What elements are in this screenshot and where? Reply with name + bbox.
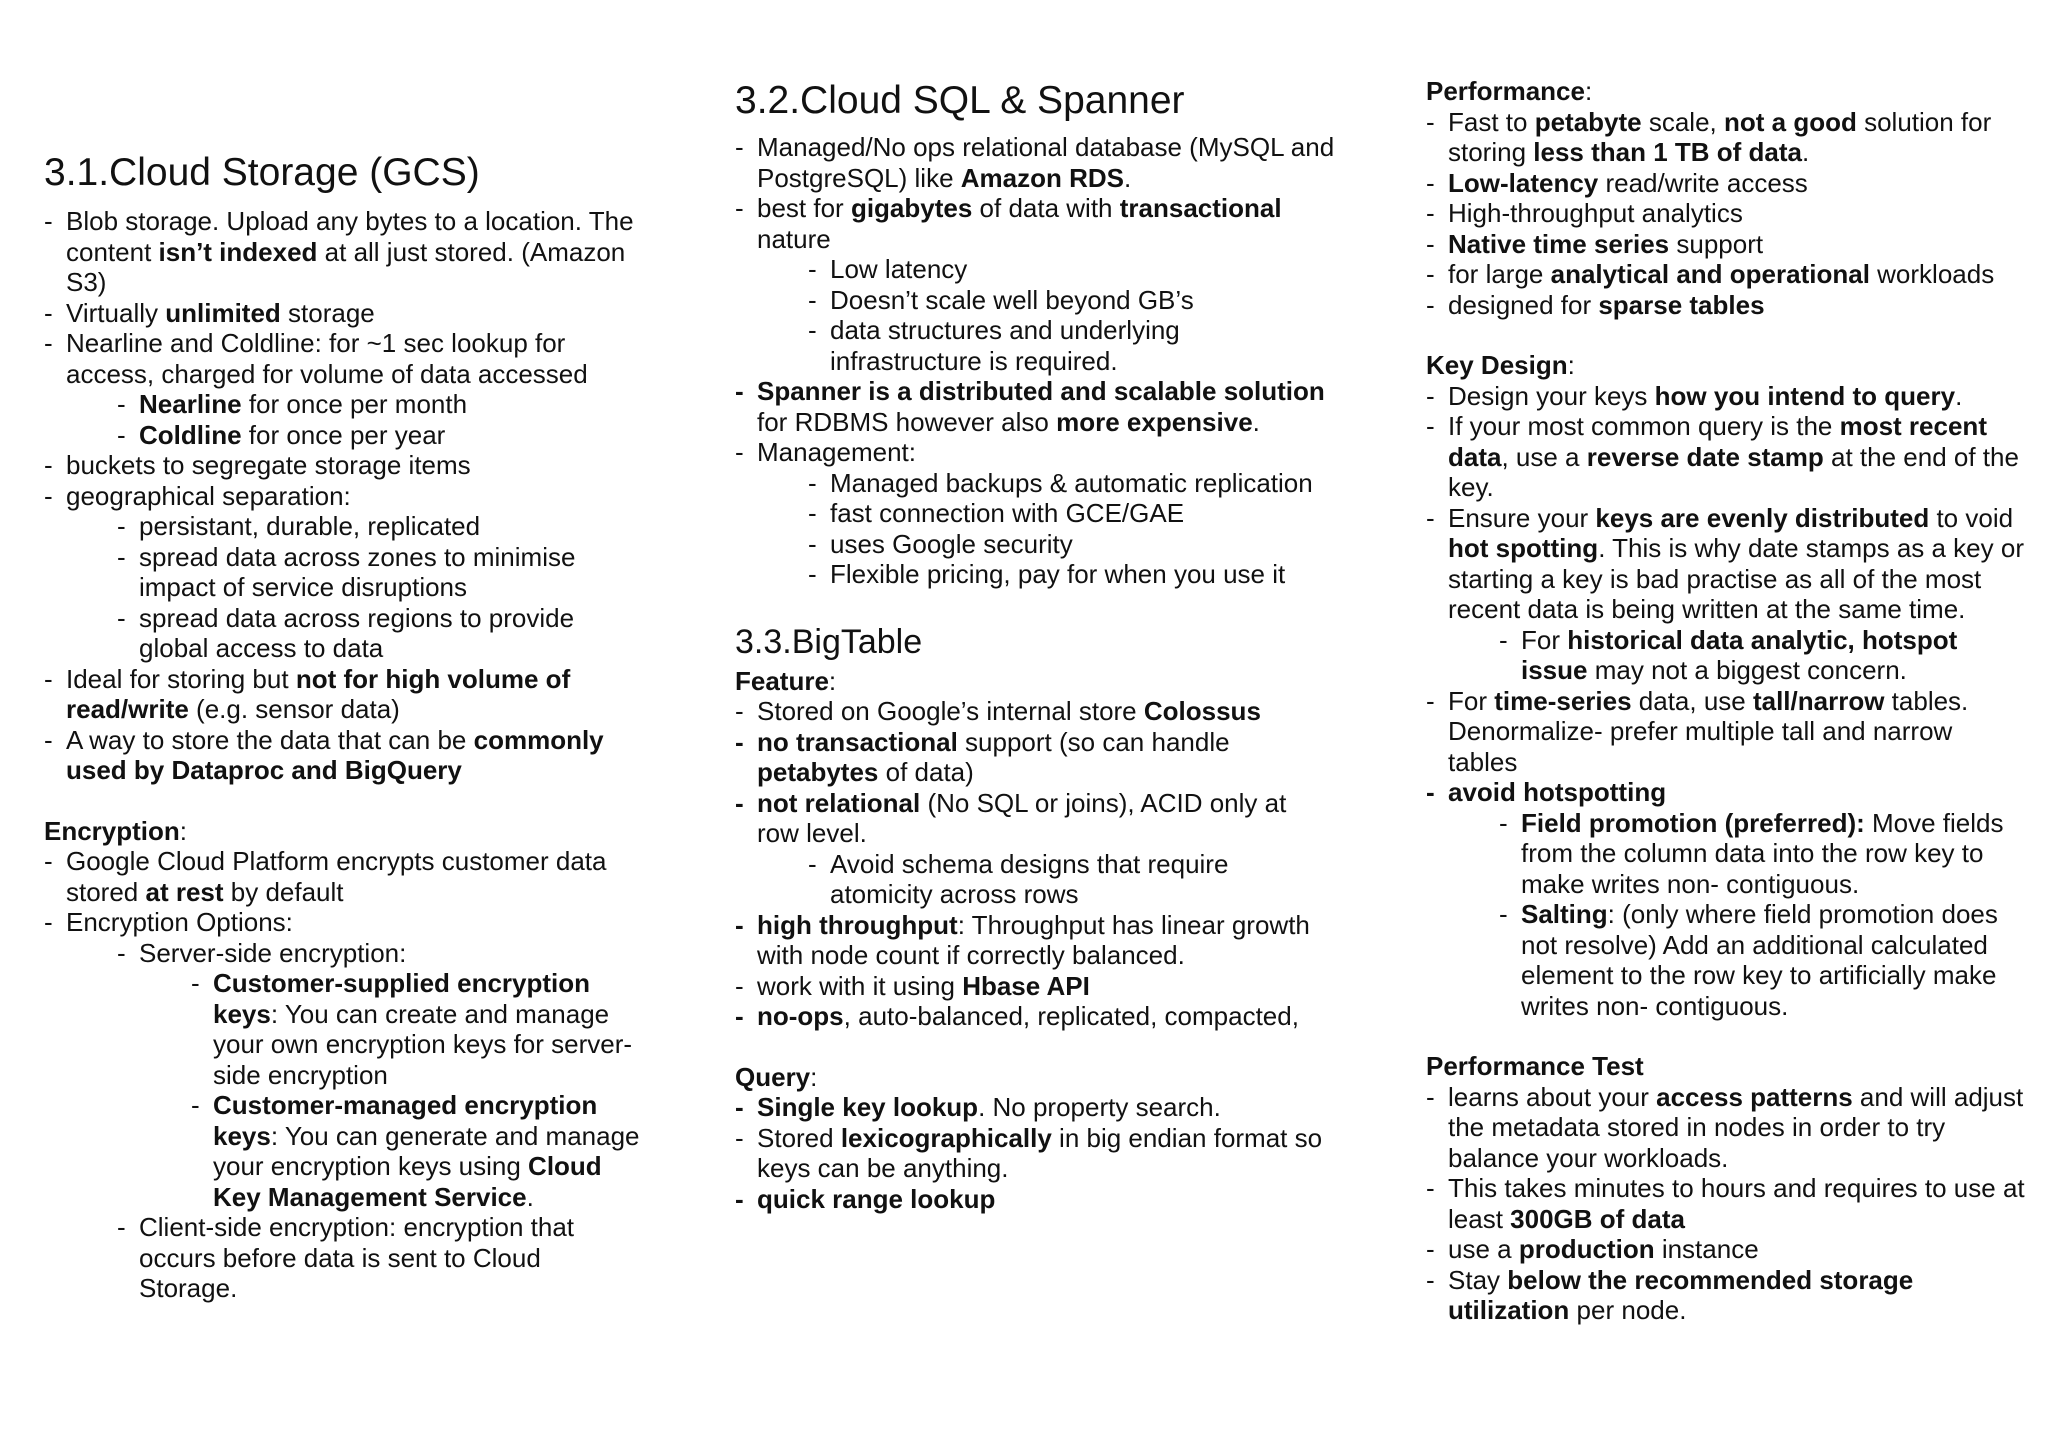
bullet-item-level-2 [44,511,644,542]
text-run: tables. Denormalize- prefer multiple tall and narrow tables [1448,685,1969,777]
bold-text: petabyte [1534,106,1642,137]
bold-text: Encryption [44,815,180,846]
section-heading: 3.3.BigTable [735,622,923,661]
bold-text: reverse date stamp [1586,441,1824,472]
bullet-item-level-2 [44,938,644,969]
bold-text: hot spotting [1448,533,1599,563]
bold-text: Single key lookup [757,1092,979,1122]
text-run: , use a [1501,441,1587,472]
bullet-item-level-2 [735,498,1335,529]
bold-text: at rest [145,876,224,907]
bullet-item-level-2 [44,420,644,451]
text-run: fast connection with GCE/GAE [830,498,1185,528]
bold-text: Salting [1521,899,1608,929]
bullet-item-level-1 [1426,198,2026,229]
text-run: For [1521,624,1568,655]
text-run: spread data across zones to minimise impact of service disruptions [139,541,576,602]
bullet-item-level-2 [1426,808,2026,900]
bullet-item-level-2 [44,389,644,420]
bullet-item-level-1 [735,788,1335,849]
bullet-item-level-1 [1426,259,2026,290]
text-run: . [1252,406,1260,437]
bold-text: most recent data [1448,411,1987,472]
bold-text: Customer-supplied encryption keys [213,968,591,1029]
text-run: : [1584,76,1593,106]
bold-text: analytical and operational [1550,259,1870,289]
bold-text: Cloud Key Management Service [213,1151,602,1212]
text-run: : [1567,350,1575,380]
bold-text: historical data analytic, hotspot issue [1521,624,1958,685]
text-run: geographical separation: [66,480,351,511]
bullet-item-level-1 [44,450,644,481]
text-run: Ensure your [1448,502,1596,533]
bullet-item-level-1 [1426,381,2026,412]
bullet-item-level-1 [44,664,644,725]
column-cloud-sql-bigtable [735,76,1335,1214]
bold-text: Customer-managed encryption keys [213,1090,598,1151]
column-cloud-storage [44,148,644,1304]
bullet-item-level-2 [1426,625,2026,686]
text-run: for once per year [241,419,446,450]
text-run: Stored [757,1122,841,1153]
text-run: per node. [1569,1295,1687,1325]
spacer [1426,320,2026,350]
bullet-item-level-1 [1426,1173,2026,1234]
bold-text: gigabytes [850,193,973,223]
spacer [44,786,644,816]
bold-text: no transactional [757,726,958,757]
bullet-item-level-1 [44,328,644,389]
text-run: This takes minutes to hours and requires to use at least [1448,1173,2025,1234]
bold-text: access patterns [1656,1081,1853,1112]
bullet-item-level-1 [44,846,644,907]
bold-text: isn’t indexed [158,236,318,267]
bold-text: Query [735,1061,811,1092]
bold-text: more expensive [1056,406,1253,437]
text-run: : [828,665,837,696]
bold-text: not relational [757,787,921,818]
text-run: A way to store the data that can be [66,724,474,755]
bold-text: no-ops [757,1001,844,1031]
text-run: designed for [1448,289,1599,320]
bullet-item-level-1 [735,727,1335,788]
bullet-item-level-1 [44,298,644,329]
bold-text: production [1518,1234,1655,1264]
bullet-item-level-2 [44,542,644,603]
bullet-item-level-3 [44,1090,644,1212]
bold-text: time-series [1494,685,1632,716]
bold-text: not for high volume of read/write [66,663,571,724]
bold-text: Hbase API [962,970,1090,1001]
text-run: Stay [1448,1264,1508,1295]
bullet-item-level-1 [44,481,644,512]
text-run: Management: [757,437,916,467]
subsection-heading [1426,76,2026,107]
text-run: Server-side encryption: [139,937,407,968]
text-run: Encryption Options: [66,907,293,937]
text-run: work with it using [757,970,963,1001]
bullet-item-level-1 [1426,777,2026,808]
bullet-item-level-3 [44,968,644,1090]
subsection-heading [1426,1051,2026,1082]
bullet-item-level-1 [1426,686,2026,778]
bullet-item-level-1 [735,1184,1335,1215]
bold-text: high throughput [757,909,958,940]
bullet-item-level-2 [735,254,1335,285]
text-run: : [810,1061,818,1092]
subsection-heading [735,666,1335,697]
text-run: to void [1929,502,2014,533]
bullet-item-level-1 [735,696,1335,727]
bullet-item-level-1 [1426,290,2026,321]
bullet-item-level-1 [1426,107,2026,168]
bold-text: sparse tables [1598,289,1765,320]
text-run: Google Cloud Platform encrypts customer data stored [66,846,607,907]
text-run: for once per month [241,389,468,419]
bullet-item-level-1 [735,1092,1335,1123]
bold-text: Performance [1426,76,1585,106]
bold-text: Field promotion (preferred): [1521,807,1865,838]
bold-text: below the recommended storage utilization [1448,1264,1914,1325]
text-run: solution for storing [1448,106,1992,167]
bullet-item-level-1 [735,1001,1335,1032]
text-run: . No property search. [978,1092,1221,1122]
text-run: Design your keys [1448,380,1655,411]
bullet-item-level-1 [1426,503,2026,625]
text-run: storage [280,297,375,328]
text-run: High-throughput analytics [1448,198,1743,228]
bullet-item-level-1 [1426,1082,2026,1174]
text-run: If your most common query is the [1448,411,1840,441]
bold-text: petabytes [757,757,879,787]
text-run: Virtually [66,297,166,328]
bullet-item-level-1 [735,193,1335,254]
column-bigtable-design [1426,76,2026,1326]
bullet-item-level-2 [735,529,1335,560]
spacer [44,198,644,206]
text-run: workloads [1869,259,1995,289]
bold-text: Native time series [1448,228,1670,259]
section-heading: 3.1.Cloud Storage (GCS) [44,151,480,194]
text-run: Nearline and Coldline: for ~1 sec lookup for access, charged for volume of data accessed [66,328,588,389]
text-run: at the end of the key. [1448,441,2019,502]
text-run: Low latency [830,254,968,284]
bullet-item-level-1 [44,725,644,786]
bullet-item-level-2 [44,603,644,664]
bold-text: Feature [735,665,829,696]
text-run: Blob storage. Upload any bytes to a location. The content [66,206,634,267]
text-run: data, use [1631,685,1753,716]
bold-text: how you intend to query [1654,380,1956,411]
section-heading: 3.2.Cloud SQL & Spanner [735,79,1185,122]
bullet-item-level-2 [735,559,1335,590]
bullet-item-level-1 [44,206,644,298]
text-run: spread data across regions to provide global access to data [139,602,575,663]
bold-text: Spanner is a distributed and scalable solution [757,376,1325,406]
bold-text: commonly used by Dataproc and BigQuery [66,724,604,785]
text-run: support (so can handle [957,726,1230,757]
text-run: Fast to [1448,106,1535,137]
text-run: Doesn’t scale well beyond GB’s [830,284,1194,315]
bold-text: tall/narrow [1752,685,1885,716]
text-run: . [1802,137,1810,167]
text-run: for RDBMS however also [757,406,1057,437]
bullet-item-level-2 [735,468,1335,499]
bullet-item-level-2 [1426,899,2026,1021]
spacer [1426,1021,2026,1051]
text-run: scale, [1641,106,1724,137]
bullet-item-level-1 [44,907,644,938]
text-run: : You can create and manage your own encryption keys for server-side encryption [213,998,633,1090]
bullet-item-level-1 [1426,1265,2026,1326]
bold-text: lexicographically [840,1122,1052,1153]
bold-text: transactional [1119,193,1282,223]
bullet-item-level-1 [735,910,1335,971]
bold-text: Nearline [139,389,242,419]
text-run: : (only where field promotion does not resolve) Add an additional calculated element to the row key to artificially make writes non- contiguous. [1521,899,1998,1021]
subsection-heading [44,816,644,847]
text-run: by default [223,876,344,907]
bullet-item-level-1 [735,971,1335,1002]
bullet-item-level-1 [735,376,1335,437]
text-run: : [179,815,188,846]
bullet-item-level-2 [735,315,1335,376]
text-run: for large [1448,259,1551,289]
text-run: (No SQL or joins), ACID only at row level. [757,787,1287,848]
text-run: Flexible pricing, pay for when you use it [830,559,1286,589]
bullet-item-level-1 [735,437,1335,468]
text-run: persistant, durable, replicated [139,511,481,541]
text-run: Avoid schema designs that require atomicity across rows [830,848,1229,909]
bullet-item-level-1 [735,132,1335,193]
subsection-heading [735,1062,1335,1093]
text-run: Ideal for storing but [66,663,296,694]
text-run: . [1124,162,1132,193]
bold-text: keys are evenly distributed [1595,502,1930,533]
text-run: Stored on Google’s internal store [757,696,1144,726]
text-run: . This is why date stamps as a key or starting a key is bad practise as all of the most recent data is being written at the same time. [1448,533,2024,624]
text-run: Client-side encryption: encryption that occurs before data is sent to Cloud Storage. [139,1212,575,1303]
bold-text: Key Design [1426,350,1568,380]
text-run: instance [1654,1234,1759,1264]
spacer [735,1032,1335,1062]
text-run: nature [757,223,831,254]
text-run: : Throughput has linear growth with node count if correctly balanced. [757,909,1310,970]
text-run: buckets to segregate storage items [66,450,471,480]
bullet-item-level-1 [1426,168,2026,199]
text-run: of data) [878,757,974,787]
bold-text: Low-latency [1448,167,1599,198]
text-run: . [1955,380,1963,411]
bold-text: avoid hotspotting [1448,777,1667,807]
text-run: Move fields from the column data into the row key to make writes non- contiguous. [1521,807,2004,899]
bold-text: Colossus [1143,696,1261,726]
text-run: best for [757,193,851,223]
text-run: (e.g. sensor data) [188,694,400,724]
text-run: . [526,1181,534,1212]
text-run: may not a biggest concern. [1587,655,1907,685]
bullet-item-level-2 [44,1212,644,1304]
bullet-item-level-2 [735,285,1335,316]
text-run: Managed/No ops relational database (MySQL and PostgreSQL) like [757,132,1335,193]
bold-text: 300GB of data [1510,1203,1685,1234]
bullet-item-level-1 [735,1123,1335,1184]
text-run: use a [1448,1234,1519,1264]
text-run: support [1669,228,1764,259]
bold-text: unlimited [165,297,281,328]
text-run: For [1448,685,1495,716]
text-run: of data with [972,193,1120,223]
text-run: at all just stored. (Amazon S3) [66,236,626,297]
bullet-item-level-1 [1426,411,2026,503]
text-run: read/write access [1598,167,1808,198]
bold-text: less than 1 TB of data [1533,137,1802,167]
bold-text: Performance Test [1426,1051,1644,1081]
text-run: : You can generate and manage your encryption keys using [213,1120,640,1181]
bold-text: Amazon RDS [960,162,1124,193]
text-run: learns about your [1448,1081,1657,1112]
bullet-item-level-1 [1426,1234,2026,1265]
text-run: data structures and underlying infrastructure is required. [830,315,1180,376]
text-run: uses Google security [830,528,1073,559]
spacer [735,590,1335,620]
text-run: Managed backups & automatic replication [830,467,1313,498]
bold-text: quick range lookup [757,1183,996,1214]
bullet-item-level-1 [1426,229,2026,260]
subsection-heading [1426,350,2026,381]
text-run: and will adjust the metadata stored in nodes in order to try balance your workloads. [1448,1081,2024,1173]
text-run: in big endian format so keys can be anything. [757,1122,1323,1183]
bullet-item-level-2 [735,849,1335,910]
bold-text: Coldline [139,419,242,450]
text-run: , auto-balanced, replicated, compacted, [843,1001,1299,1031]
bold-text: not a good [1724,106,1857,137]
